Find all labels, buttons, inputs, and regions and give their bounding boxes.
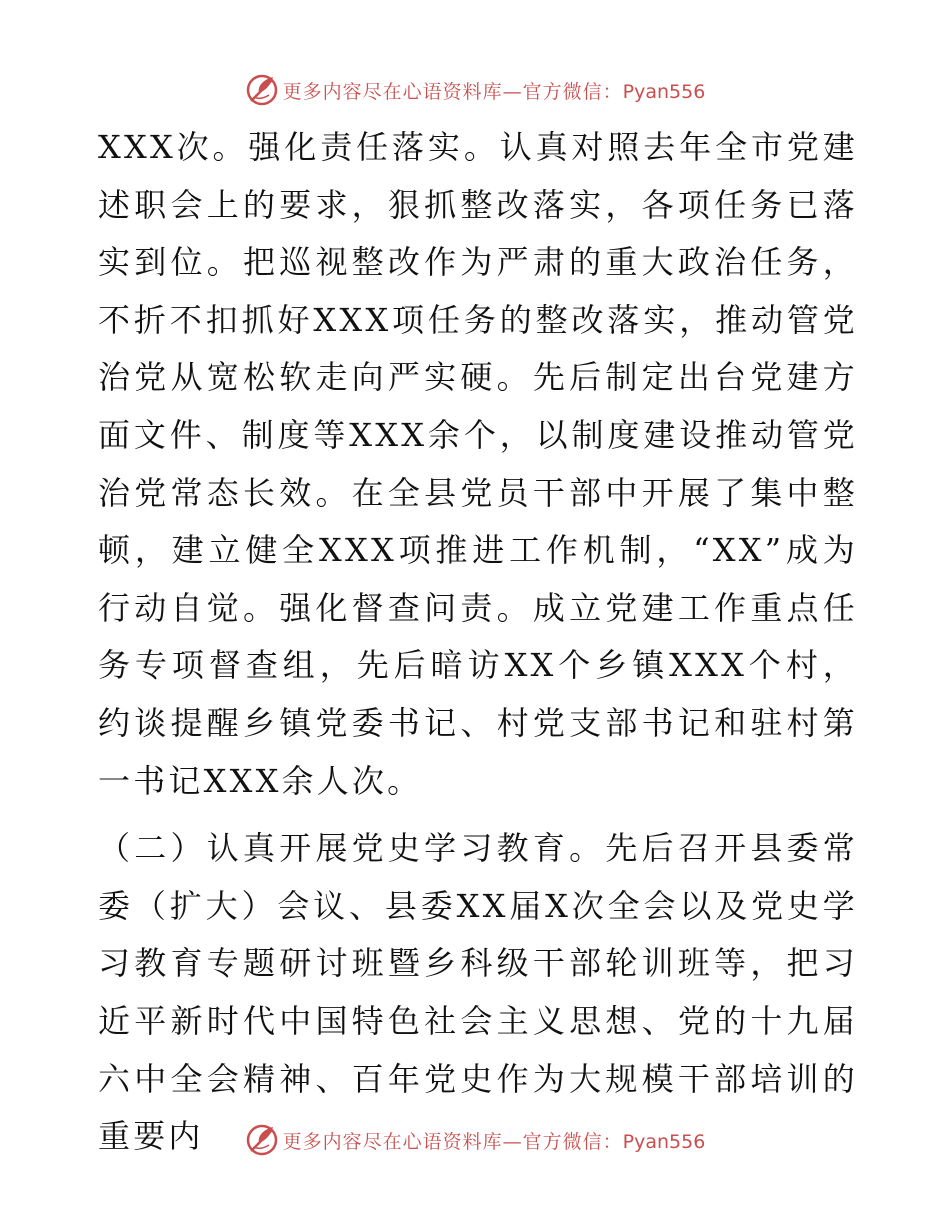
header-watermark xyxy=(0,70,950,110)
paragraph-1: XXX次。强化责任落实。认真对照去年全市党建述职会上的要求，狠抓整改落实，各项任务已落实到位。把巡视整改作为严肃的重大政治任务，不折不扣抓好XXX项任务的整改落实，推动管党治党从宽松软走向严实硬。先后制定出台党建方面文件、制度等XXX余个，以制度建设推动管党治党常态长效。在全县党员干部中开展了集中整顿，建立健全XXX项推进工作机制，“XX”成为行动自觉。强化督查问责。成立党建工作重点任务专项督查组，先后暗访XX个乡镇XXX个村，约谈提醒乡镇党委书记、村党支部书记和驻村第一书记XXX余人次。 xyxy=(98,128,858,800)
watermark-text: 更多内容尽在心语资料库—官方微信： xyxy=(282,1130,623,1153)
footer-watermark xyxy=(0,1120,950,1160)
watermark-id: Pyan556 xyxy=(622,1130,706,1153)
quill-logo-icon xyxy=(245,1123,279,1157)
paragraph-2: （二）认真开展党史学习教育。先后召开县委常委（扩大）会议、县委XX届X次全会以及党史学习教育专题研讨班暨乡科级干部轮训班等，把习近平新时代中国特色社会主义思想、党的十九届六中全会精神、百年党史作为大规模干部培训的重要内 xyxy=(98,829,858,1156)
watermark-text: 更多内容尽在心语资料库—官方微信： xyxy=(282,80,623,103)
watermark-id: Pyan556 xyxy=(622,80,706,103)
document-body xyxy=(98,119,858,1166)
quill-logo-icon xyxy=(245,73,279,107)
